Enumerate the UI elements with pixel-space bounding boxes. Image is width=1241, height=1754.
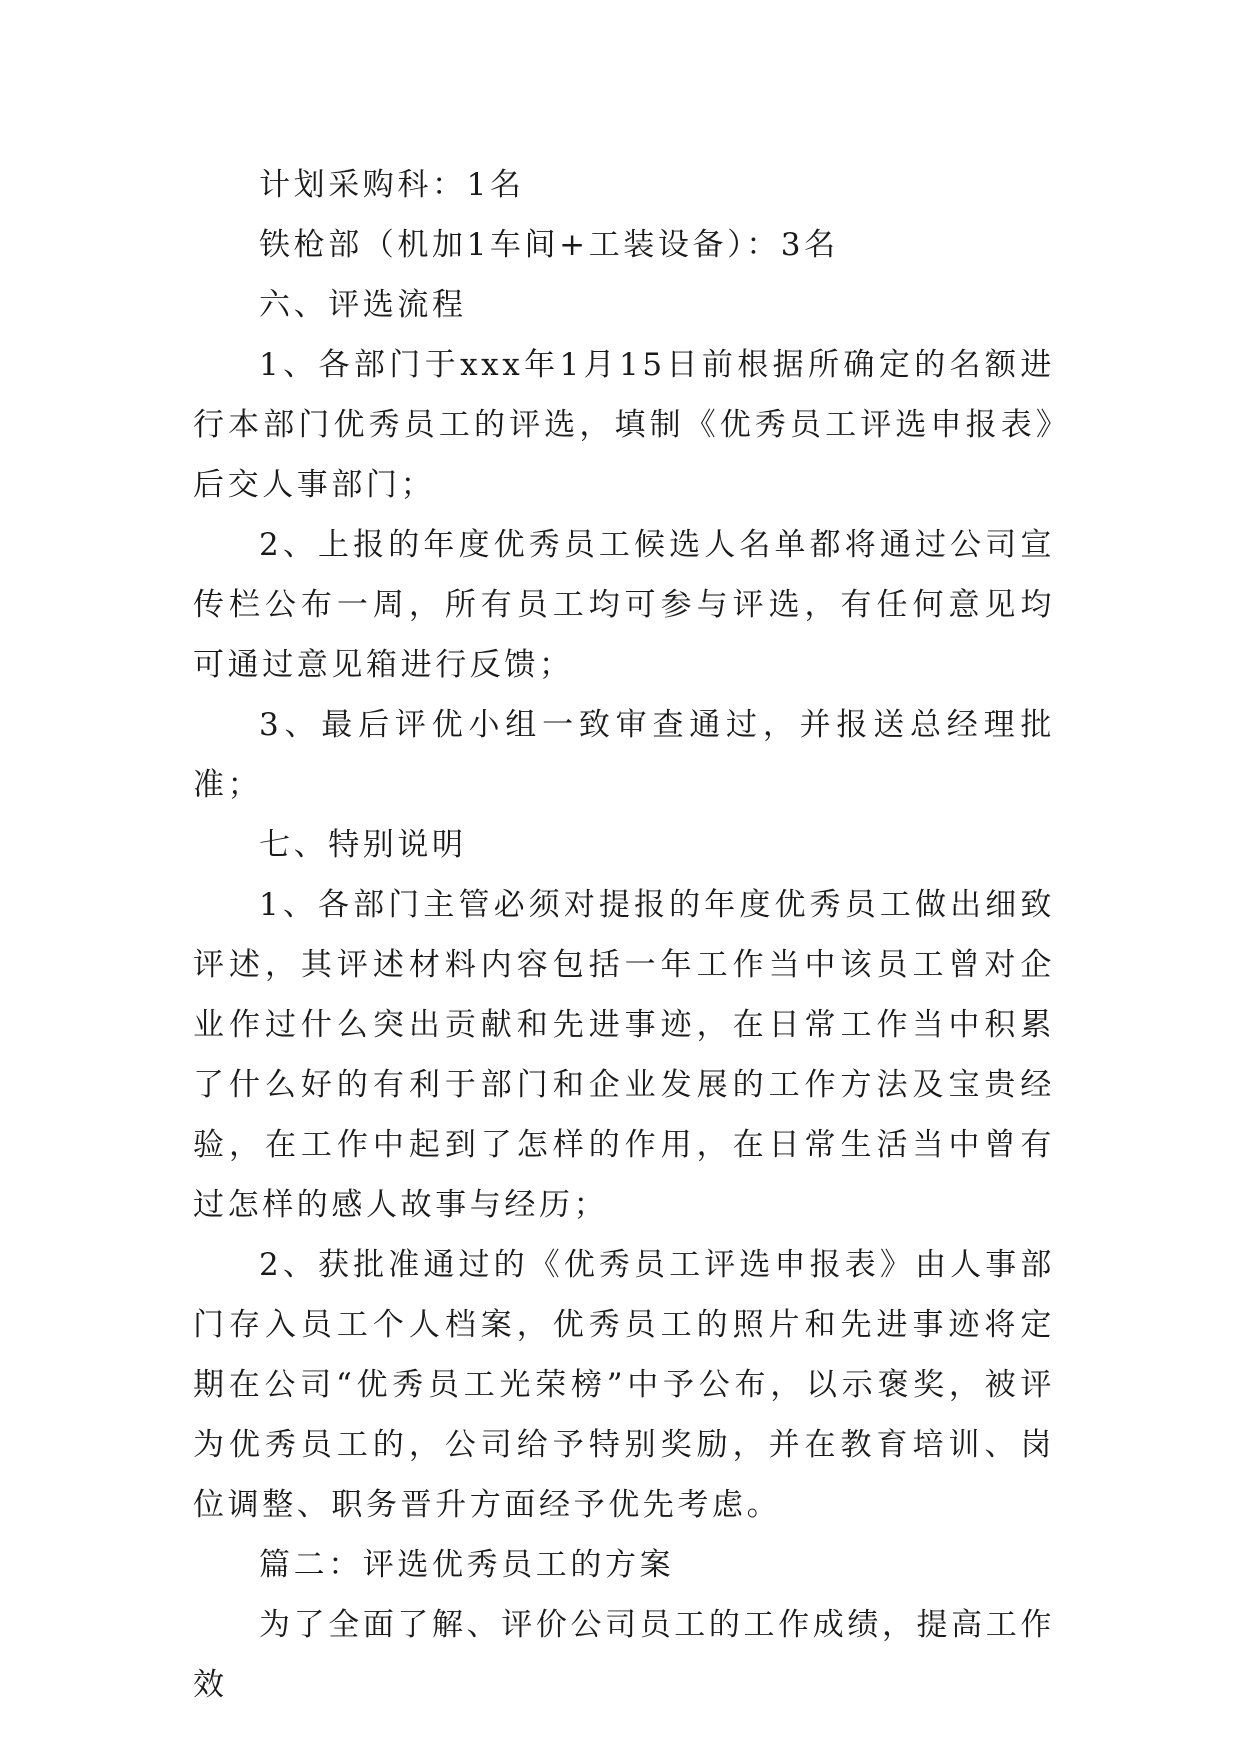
- paragraph-gun-dept-quota: 铁枪部（机加1车间+工装设备）：3名: [259, 227, 839, 263]
- paragraph-process-step-3: 3、最后评优小组一致审查通过，并报送总经理批准；: [193, 707, 1055, 803]
- paragraph-purchasing-quota: 计划采购科：1名: [259, 167, 525, 203]
- section-heading-part-two: 篇二：评选优秀员工的方案: [259, 1547, 675, 1583]
- section-heading-special-notes: 七、特别说明: [259, 827, 467, 863]
- paragraph-process-step-1: 1、各部门于xxx年1月15日前根据所确定的名额进行本部门优秀员工的评选，填制《优秀员工评选申报表》后交人事部门；: [193, 347, 1055, 503]
- document-page: [193, 155, 1055, 1715]
- paragraph-process-step-2: 2、上报的年度优秀员工候选人名单都将通过公司宣传栏公布一周，所有员工均可参与评选，有任何意见均可通过意见箱进行反馈；: [193, 527, 1055, 683]
- paragraph-part-two-intro: 为了全面了解、评价公司员工的工作成绩，提高工作效: [193, 1607, 1055, 1703]
- paragraph-note-1: 1、各部门主管必须对提报的年度优秀员工做出细致评述，其评述材料内容包括一年工作当中该员工曾对企业作过什么突出贡献和先进事迹，在日常工作当中积累了什么好的有利于部门和企业发展的工作方法及宝贵经验，在工作中起到了怎样的作用，在日常生活当中曾有过怎样的感人故事与经历；: [193, 887, 1055, 1223]
- section-heading-selection-process: 六、评选流程: [259, 287, 467, 323]
- paragraph-note-2: 2、获批准通过的《优秀员工评选申报表》由人事部门存入员工个人档案，优秀员工的照片和先进事迹将定期在公司“优秀员工光荣榜”中予公布，以示褒奖，被评为优秀员工的，公司给予特别奖励，并在教育培训、岗位调整、职务晋升方面经予优先考虑。: [193, 1247, 1055, 1523]
